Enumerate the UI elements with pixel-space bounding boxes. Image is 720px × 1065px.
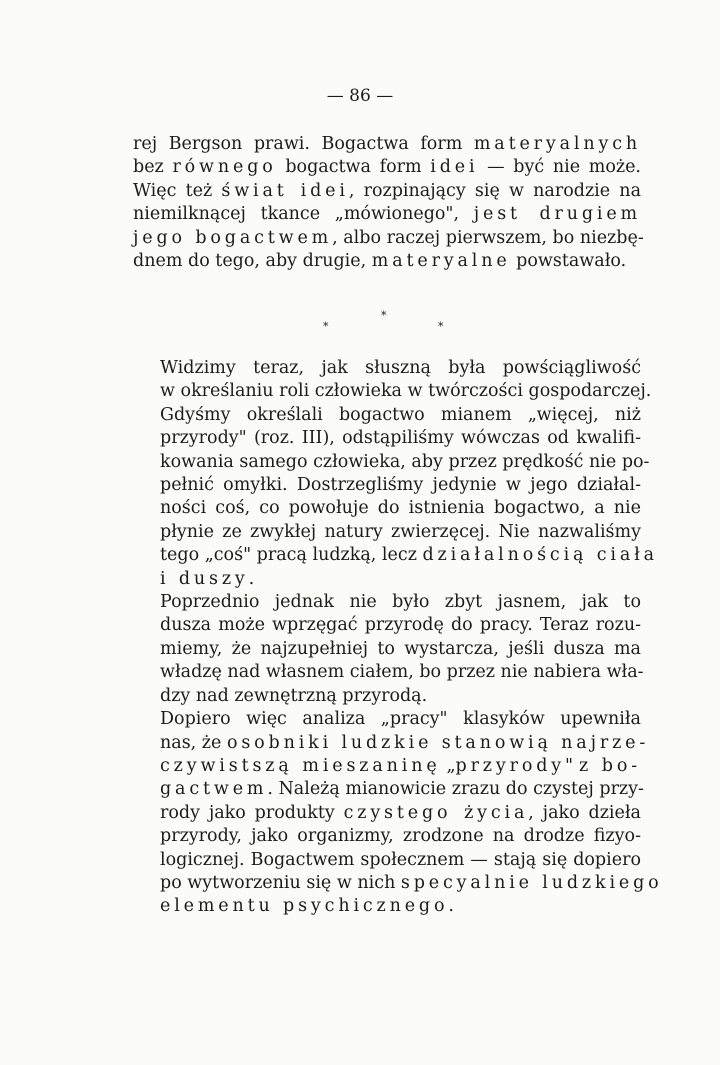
text-line (133, 521, 641, 544)
text-line (133, 227, 644, 250)
spaced-emphasis-text: specyalnie ludzkiego (400, 872, 663, 893)
text-run: , rozpinający się w narodzie na (348, 180, 642, 201)
text-line (133, 357, 641, 380)
asterism-star-right: * (438, 320, 444, 333)
text-run: rej Bergson prawi. Bogactwa form (133, 134, 474, 154)
text-line (133, 685, 641, 708)
asterism-star-left: * (323, 320, 329, 333)
asterism-star-top: * (381, 309, 387, 322)
text-line (133, 661, 644, 684)
text-run: , jako dzieła (528, 802, 641, 823)
text-run: władzę nad własnem ciałem, bo przez nie nabiera wła- (160, 662, 644, 683)
text-line (133, 895, 641, 918)
text-run: ności coś, co powołuje do istnienia bogactwo, a nie (160, 498, 641, 519)
text-run: przyrody" (roz. III), odstąpiliśmy wówczas od kwalifi- (160, 428, 641, 449)
spaced-emphasis-text: czywistszą mieszaninę (160, 755, 441, 776)
text-line (133, 638, 641, 661)
text-line (133, 203, 641, 226)
text-line (133, 156, 641, 179)
spaced-emphasis-text: jest drugiem (473, 204, 641, 225)
spaced-emphasis-text: materyalnych (473, 134, 641, 154)
text-run: — być nie może. (478, 157, 641, 178)
paragraph (133, 357, 652, 404)
text-run: powstawało. (510, 251, 627, 272)
text-line (133, 755, 641, 778)
text-run: , albo raczej pierwszem, bo niezbę- (332, 227, 644, 248)
text-run: Poprzednio jednak nie było zbyt jasnem, jak to (160, 592, 641, 613)
text-run: " (565, 755, 579, 776)
text-run: dnem do tego, aby drugie, (133, 251, 372, 272)
text-line (133, 778, 644, 801)
text-run: . (448, 896, 454, 917)
text-line (133, 380, 652, 403)
spaced-emphasis-text: przyrody (455, 755, 565, 776)
paragraph (133, 708, 663, 919)
text-line (133, 451, 650, 474)
text-line (133, 708, 641, 731)
text-line (133, 849, 641, 872)
text-run: miemy, że najzupełniej to wystarcza, jeśli dusza ma (160, 638, 641, 659)
text-line (133, 133, 641, 156)
text-run: pełnić omyłki. Dostrzegliśmy jedynie w jego działal- (160, 475, 641, 496)
page-number: — 86 — (326, 86, 394, 106)
text-run: bogactwa form (276, 157, 431, 178)
text-run: tego „coś" pracą ludzką, lecz (160, 545, 423, 566)
text-run: . (248, 568, 255, 589)
spaced-emphasis-text: jego bogactwem (133, 227, 333, 248)
spaced-emphasis-text: działalnością ciała (422, 545, 658, 566)
paragraph (133, 133, 644, 273)
spaced-emphasis-text: materyalne (371, 251, 511, 272)
text-line (133, 474, 641, 497)
text-run: niemilknącej tkance „mówionego", (133, 204, 474, 225)
text-line (133, 872, 663, 895)
text-run: rody jako produkty (160, 802, 344, 823)
spaced-emphasis-text: i duszy (160, 568, 249, 589)
text-line (133, 180, 641, 203)
text-run: płynie ze zwykłej natury zwierzęcej. Nie nazwaliśmy (160, 521, 641, 542)
text-run: bez (133, 157, 173, 178)
text-line (133, 497, 641, 520)
text-line (133, 825, 641, 848)
text-run: w określaniu roli człowieka w twórczości gospodarczej. (160, 381, 652, 402)
text-block-main (133, 357, 663, 919)
text-run: logicznej. Bogactwem społecznem — stają się dopiero (160, 849, 641, 870)
text-run: Gdyśmy określali bogactwo mianem „więcej, niż (160, 404, 641, 425)
spaced-emphasis-text: osobniki ludzkie stanowią najrze- (226, 732, 650, 753)
paragraph (133, 404, 658, 591)
text-line (133, 404, 641, 427)
text-line (133, 802, 641, 825)
text-line (133, 544, 658, 567)
text-run: nas, że (160, 732, 227, 753)
text-line (133, 614, 641, 637)
spaced-emphasis-text: świat idei (221, 180, 349, 201)
text-run: dzy nad zewnętrzną przyrodą. (160, 685, 428, 706)
text-run: Dopiero więc analiza „pracy" klasyków upewniła (160, 709, 641, 730)
text-run: po wytworzeniu się w nich (160, 872, 401, 893)
spaced-emphasis-text: gactwem (160, 779, 268, 800)
paragraph (133, 591, 644, 708)
text-run: kowania samego człowieka, aby przez prędkość nie po- (160, 451, 650, 472)
spaced-emphasis-text: z bo- (578, 755, 641, 776)
text-line (133, 568, 641, 591)
spaced-emphasis-text: idei (430, 157, 479, 178)
spaced-emphasis-text: elementu psychicznego (160, 896, 449, 917)
spaced-emphasis-text: czystego życia (343, 802, 529, 823)
spaced-emphasis-text: równego (172, 157, 277, 178)
text-run: dusza może wprzęgać przyrodę do pracy. Teraz rozu- (160, 615, 641, 636)
text-run: Więc też (133, 180, 222, 201)
text-line (133, 591, 641, 614)
text-line (133, 732, 650, 755)
text-block-top (133, 133, 644, 273)
text-run: Widzimy teraz, jak słuszną była powściągliwość (160, 358, 641, 378)
text-line (133, 250, 641, 273)
text-line (133, 427, 641, 450)
text-run: . Należą mianowicie zrazu do czystej przy- (267, 779, 644, 800)
text-run: przyrody, jako organizmy, zrodzone na drodze fizyo- (160, 826, 641, 847)
text-run: „ (440, 755, 456, 776)
